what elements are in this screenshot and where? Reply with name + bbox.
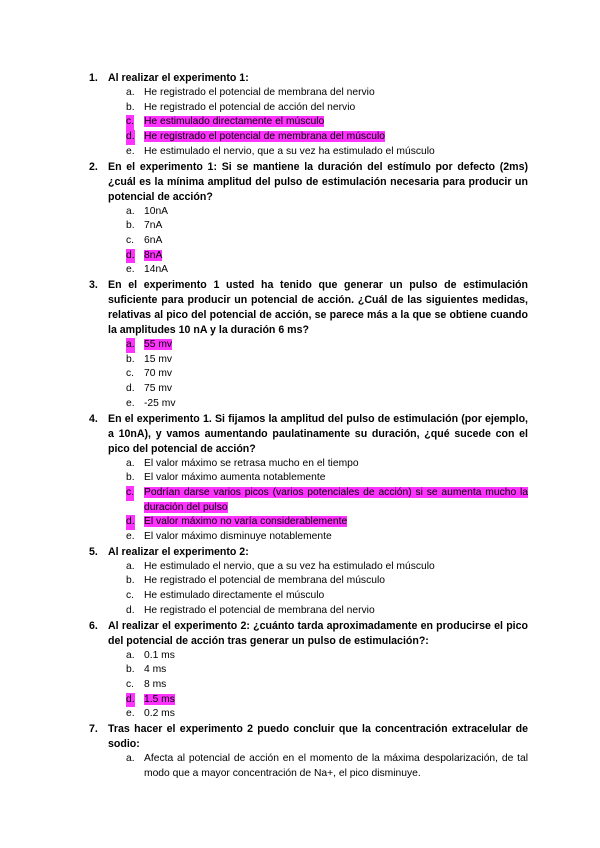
option-text: Afecta al potencial de acción en el momento de la máxima despolarización, de tal modo que a mayor concentración de Na+, el pico disminuye. — [144, 753, 528, 779]
highlighted-option-text: 1.5 ms — [144, 693, 175, 705]
question-text: En el experimento 1. Si fijamos la amplitud del pulso de estimulación (por ejemplo, a 10nA), y vamos aumentando paulatinamente su duración, ¿qué sucede con el pico del potencial de acción? — [108, 412, 528, 455]
answer-option — [0, 234, 600, 249]
question-4 — [0, 412, 600, 545]
highlighted-option-text: El valor máximo no varía considerablemente — [144, 516, 348, 528]
option-text: El valor máximo disminuye notablemente — [144, 531, 332, 543]
option-letter: d. — [126, 515, 135, 530]
option-text: He estimulado el nervio, que a su vez ha estimulado el músculo — [144, 560, 435, 572]
answer-option — [0, 471, 600, 486]
option-letter: c. — [126, 368, 135, 380]
option-letter: c. — [126, 678, 135, 690]
option-letter: a. — [126, 87, 135, 98]
question-number: 1. — [89, 72, 98, 84]
option-text: 70 mv — [144, 368, 173, 380]
answer-option — [0, 263, 600, 278]
option-letter: e. — [126, 397, 135, 409]
highlighted-option-text: He registrado el potencial de membrana del músculo — [144, 131, 385, 143]
option-text: 15 mv — [144, 353, 173, 365]
option-letter: e. — [126, 264, 135, 276]
option-letter: b. — [126, 664, 135, 676]
answer-option — [0, 130, 600, 145]
option-letter: d. — [126, 130, 135, 145]
answer-option — [0, 353, 600, 368]
question-5 — [0, 545, 600, 619]
question-2 — [0, 160, 600, 279]
answer-option — [0, 574, 600, 589]
option-text: 0.2 ms — [144, 708, 175, 720]
option-letter: d. — [126, 693, 135, 708]
option-text: 0.1 ms — [144, 649, 175, 661]
answer-option — [0, 86, 600, 101]
answer-option — [0, 219, 600, 234]
option-letter: a. — [126, 649, 135, 661]
answer-option — [0, 663, 600, 678]
question-text: En el experimento 1 usted ha tenido que generar un pulso de estimulación suficiente para producir un potencial de acción. ¿Cuál de las siguientes medidas, relativas al pico del potencial de acción, se parece más a la que se obtiene cuando la amplitudes 10 nA y la duración 6 ms? — [108, 279, 528, 337]
option-text: 10nA — [144, 205, 169, 217]
answer-option — [0, 515, 600, 530]
answer-option — [0, 205, 600, 220]
option-text: 75 mv — [144, 383, 173, 395]
question-number: 7. — [89, 723, 98, 736]
option-text: He estimulado el nervio, que a su vez ha estimulado el músculo — [144, 145, 435, 157]
question-number: 6. — [89, 619, 98, 632]
question-text: Al realizar el experimento 1: — [108, 72, 249, 84]
question-number: 5. — [89, 545, 98, 558]
option-letter: a. — [126, 338, 135, 353]
answer-option — [0, 707, 600, 722]
option-letter: a. — [126, 560, 135, 572]
option-text: 4 ms — [144, 664, 167, 676]
answer-option — [0, 589, 600, 604]
question-text: Tras hacer el experimento 2 puedo concluir que la concentración extracelular de sodio: — [108, 723, 528, 751]
option-text: He registrado el potencial de membrana del músculo — [144, 575, 385, 587]
option-letter: a. — [126, 205, 135, 217]
answer-option — [0, 367, 600, 382]
option-letter: c. — [126, 590, 135, 602]
answer-option — [0, 115, 600, 130]
option-letter: a. — [126, 457, 135, 469]
answer-option — [0, 338, 600, 353]
question-number: 3. — [89, 279, 98, 292]
option-letter: e. — [126, 708, 135, 720]
option-text: 7nA — [144, 220, 163, 232]
answer-option — [0, 249, 600, 264]
question-3 — [0, 278, 600, 412]
answer-option — [0, 457, 600, 472]
option-list — [0, 560, 600, 619]
option-list — [0, 457, 600, 545]
option-letter: b. — [126, 575, 135, 587]
highlighted-option-text: He estimulado directamente el músculo — [144, 116, 325, 128]
answer-option — [0, 145, 600, 160]
answer-option — [0, 397, 600, 412]
question-text: En el experimento 1: Si se mantiene la duración del estímulo por defecto (2ms) ¿cuál es la mínima amplitud del pulso de estimulación necesaria para producir un potencial de acción? — [108, 160, 528, 203]
option-text: -25 mv — [144, 397, 176, 409]
question-text: Al realizar el experimento 2: ¿cuánto tarda aproximadamente en producirse el pico del potencial de acción tras generar un pulso de estimulación?: — [108, 619, 528, 647]
option-letter: d. — [126, 383, 135, 395]
option-letter: b. — [126, 101, 135, 113]
question-number: 4. — [89, 412, 98, 425]
answer-option — [0, 693, 600, 708]
answer-option — [0, 101, 600, 116]
option-letter: a. — [126, 753, 135, 765]
answer-option — [0, 486, 600, 515]
answer-option — [0, 678, 600, 693]
option-list — [0, 649, 600, 723]
highlighted-option-text: 8nA — [144, 249, 163, 261]
option-text: He estimulado directamente el músculo — [144, 590, 325, 602]
answer-option — [0, 560, 600, 575]
option-list — [0, 752, 600, 781]
option-letter: c. — [126, 486, 134, 501]
option-text: He registrado el potencial de acción del nervio — [144, 101, 356, 113]
answer-option — [0, 530, 600, 545]
answer-option — [0, 649, 600, 664]
option-letter: d. — [126, 604, 135, 616]
question-text: Al realizar el experimento 2: — [108, 545, 249, 558]
option-letter: e. — [126, 145, 135, 157]
question-list — [0, 71, 600, 782]
option-list — [0, 86, 600, 160]
highlighted-option-text: Podrían darse varios picos (varios potenciales de acción) si se aumenta mucho la duración del pulso — [144, 486, 528, 513]
question-1 — [0, 71, 600, 160]
option-text: He registrado el potencial de membrana del nervio — [144, 604, 375, 616]
option-text: He registrado el potencial de membrana del nervio — [144, 87, 375, 98]
answer-option — [0, 382, 600, 397]
option-text: 14nA — [144, 264, 169, 276]
option-list — [0, 338, 600, 412]
answer-option — [0, 604, 600, 619]
option-letter: d. — [126, 249, 135, 264]
option-letter: c. — [126, 234, 135, 246]
question-7 — [0, 722, 600, 781]
option-text: 8 ms — [144, 678, 167, 690]
option-letter: c. — [126, 115, 134, 130]
option-letter: b. — [126, 353, 135, 365]
option-letter: e. — [126, 531, 135, 543]
option-letter: b. — [126, 220, 135, 232]
option-text: 6nA — [144, 234, 163, 246]
option-list — [0, 205, 600, 279]
option-letter: b. — [126, 472, 135, 484]
option-text: El valor máximo aumenta notablemente — [144, 472, 326, 484]
question-number: 2. — [89, 160, 98, 173]
highlighted-option-text: 55 mv — [144, 339, 173, 351]
answer-option — [0, 752, 600, 781]
option-text: El valor máximo se retrasa mucho en el tiempo — [144, 457, 359, 469]
question-6 — [0, 619, 600, 723]
